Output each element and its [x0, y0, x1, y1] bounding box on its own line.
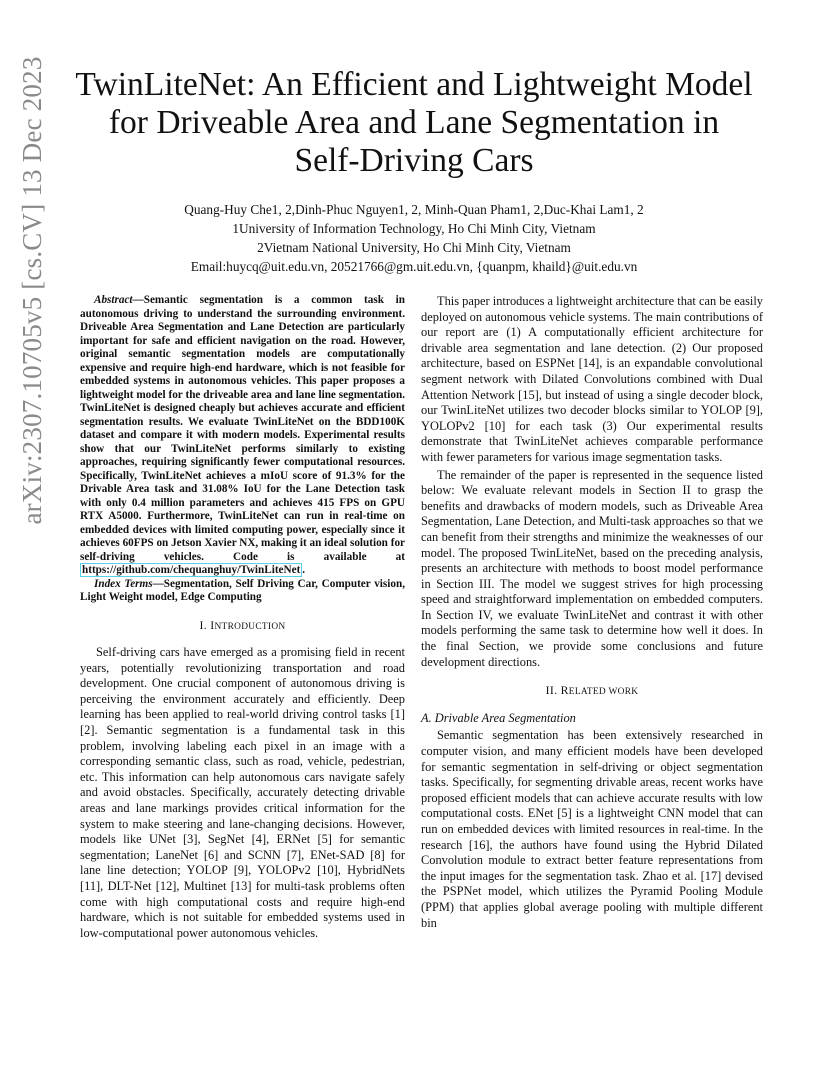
- section-heading-introduction: I. INTRODUCTION: [199, 617, 286, 632]
- title-line: for Driveable Area and Lane Segmentation in: [108, 104, 720, 141]
- left-column: [80, 294, 405, 941]
- author-list: Quang-Huy Che1, 2,Dinh-Phuc Nguyen1, 2, Minh-Quan Pham1, 2,Duc-Khai Lam1, 2: [184, 202, 644, 217]
- code-link[interactable]: https://github.com/chequanghuy/TwinLiteNet: [82, 564, 301, 576]
- introduction-body: [80, 645, 405, 941]
- affiliation-1: 1University of Information Technology, Ho Chi Minh City, Vietnam: [232, 221, 596, 236]
- paragraph: The remainder of the paper is represented in the sequence listed below: We evaluate relevant models in Section II to grasp the benefits and drawbacks of modern models, such as Driveable Area Segmentation, Lane Detection, and Multi-task approaches so that we can benefit from their strengths and minimize the weaknesses of our model. The proposed TwinLiteNet, based on the preceding analysis, presents an architecture with methods to boost model performance in Section III. The model we suggest strives for high processing speed and straightforward implementation on embedded computers. In Section IV, we evaluate TwinLiteNet and contrast it with other models performing the same task to determine how well it does. In the final Section, we provide some conclusions and future development directions.: [421, 467, 763, 669]
- title-line: TwinLiteNet: An Efficient and Lightweight Model: [75, 66, 753, 103]
- abstract: Abstract—Semantic segmentation is a common task in autonomous driving to understand the surrounding environment. Driveable Area Segmentation and Lane Detection are particularly important for safe and efficient navigation on the road. However, original semantic segmentation models are computationally expensive and require high-end hardware, which is not feasible for embedded systems in autonomous vehicles. This paper proposes a lightweight model for the driveable area and lane line segmentation. TwinLiteNet is designed cheaply but achieves accurate and efficient segmentation results. We evaluate TwinLiteNet on the BDD100K dataset and compare it with modern models. Experimental results show that our TwinLiteNet performs similarly to existing approaches, requiring significantly fewer computational resources. Specifically, TwinLiteNet achieves a mIoU score of 91.3% for the Drivable Area task and 31.08% IoU for the Lane Detection task with only 0.4 million parameters and achieves 415 FPS on GPU RTX A5000. Furthermore, TwinLiteNet can run in real-time on embedded devices with limited computing power, especially since it achieves 60FPS on Jetson Xavier NX, making it an ideal solution for self-driving vehicles. Code is available at https://github.com/chequanghuy/TwinLiteNet .: [80, 294, 405, 576]
- right-column: [421, 294, 763, 931]
- paragraph: Self-driving cars have emerged as a promising field in recent years, potentially revolutionizing transportation and road development. One crucial component of autonomous driving is perceiving the environment accurately and efficiently. Deep learning has been applied to real-world driving control tasks [1] [2]. Semantic segmentation is a fundamental task in this problem, involving labeling each pixel in an image with a corresponding semantic class, such as road, vehicle, pedestrian, etc. This information can help autonomous cars navigate safely and avoid obstacles. Specifically, accurately detecting drivable areas and lane markings provides critical information for the system to make steering and lane-changing decisions. However, models like UNet [3], SegNet [4], ERNet [5] for semantic segmentation; LaneNet [6] and SCNN [7], ENet-SAD [8] for lane line detection; YOLOP [9], YOLOPv2 [10], HybridNets [11], DLT-Net [12], Multinet [13] for multi-task problems often come with high computational costs and require high-end hardware, which is not suitable for embedded systems used in low-computational power autonomous vehicles.: [80, 645, 405, 940]
- abstract-lead: Abstract: [94, 294, 133, 306]
- paper-title: [60, 66, 768, 180]
- paragraph: This paper introduces a lightweight architecture that can be easily deployed on autonomous vehicle systems. The main contributions of our report are (1) A computationally efficient architecture for drivable area segmentation and lane detection. (2) Our proposed architecture, based on ESPNet [14], is an expandable convolutional segment network with Dilated Convolutions combined with Dual Attention Network [15], but instead of using a single decoder block, our TwinLiteNet utilizes two decoder blocks similar to YOLOP [9], YOLOPv2 [10] for each task (3) Our experimental results demonstrate that TwinLiteNet achieves comparable performance with fewer parameters for various image segmentation tasks.: [421, 294, 763, 464]
- affiliation-2: 2Vietnam National University, Ho Chi Minh City, Vietnam: [257, 240, 571, 255]
- related-work-body: [421, 728, 763, 931]
- index-terms-text: —Segmentation, Self Driving Car, Computer vision, Light Weight model, Edge Computing: [80, 577, 405, 603]
- author-emails: Email:huycq@uit.edu.vn, 20521766@gm.uit.edu.vn, {quanpm, khaild}@uit.edu.vn: [190, 259, 638, 274]
- title-line: Self-Driving Cars: [294, 142, 534, 179]
- introduction-continued: [421, 294, 763, 670]
- author-block: [60, 200, 768, 276]
- paragraph: Semantic segmentation has been extensively researched in computer vision, and many efficient models have been developed for semantic segmentation in self-driving or object segmentation tasks. Specifically, for segmenting drivable areas, recent works have proposed efficient models that can achieve accurate results with low computational costs. ENet [5] is a lightweight CNN model that can run on embedded devices with limited resources in real-time. In the research [16], the authors have found using the Hybrid Dilated Convolution module to extract better feature representations from the input images for the segmentation task. Zhao et al. [17] devised the PSPNet model, which utilizes the Pyramid Pooling Module (PPM) that applies global average pooling with multiple different bin: [421, 728, 763, 930]
- subsection-heading: A. Drivable Area Segmentation: [421, 710, 576, 725]
- index-terms: [80, 578, 405, 605]
- section-heading-related-work: II. RELATED WORK: [545, 683, 639, 698]
- arxiv-identifier: arXiv:2307.10705v5 [cs.CV] 13 Dec 2023: [17, 56, 47, 525]
- index-terms-lead: Index Terms: [94, 577, 153, 590]
- abstract-text: —Semantic segmentation is a common task in autonomous driving to understand the surrounding environment. Driveable Area Segmentation and Lane Detection are particularly important for safe and efficient navigation on the road. However, original semantic segmentation models are computationally expensive and require high-end hardware, which is not feasible for embedded systems in autonomous vehicles. This paper proposes a lightweight model for the driveable area and lane line segmentation. TwinLiteNet is designed cheaply but achieves accurate and efficient segmentation results. We evaluate TwinLiteNet on the BDD100K dataset and compare it with modern models. Experimental results show that our TwinLiteNet performs similarly to existing approaches, requiring significantly fewer computational resources. Specifically, TwinLiteNet achieves a mIoU score of 91.3% for the Drivable Area task and 31.08% IoU for the Lane Detection task with only 0.4 million parameters and achieves 415 FPS on GPU RTX A5000. Furthermore, TwinLiteNet can run in real-time on embedded devices with limited computing power, especially since it achieves 60FPS on Jetson Xavier NX, making it an ideal solution for self-driving vehicles. Code is available at: [80, 294, 405, 563]
